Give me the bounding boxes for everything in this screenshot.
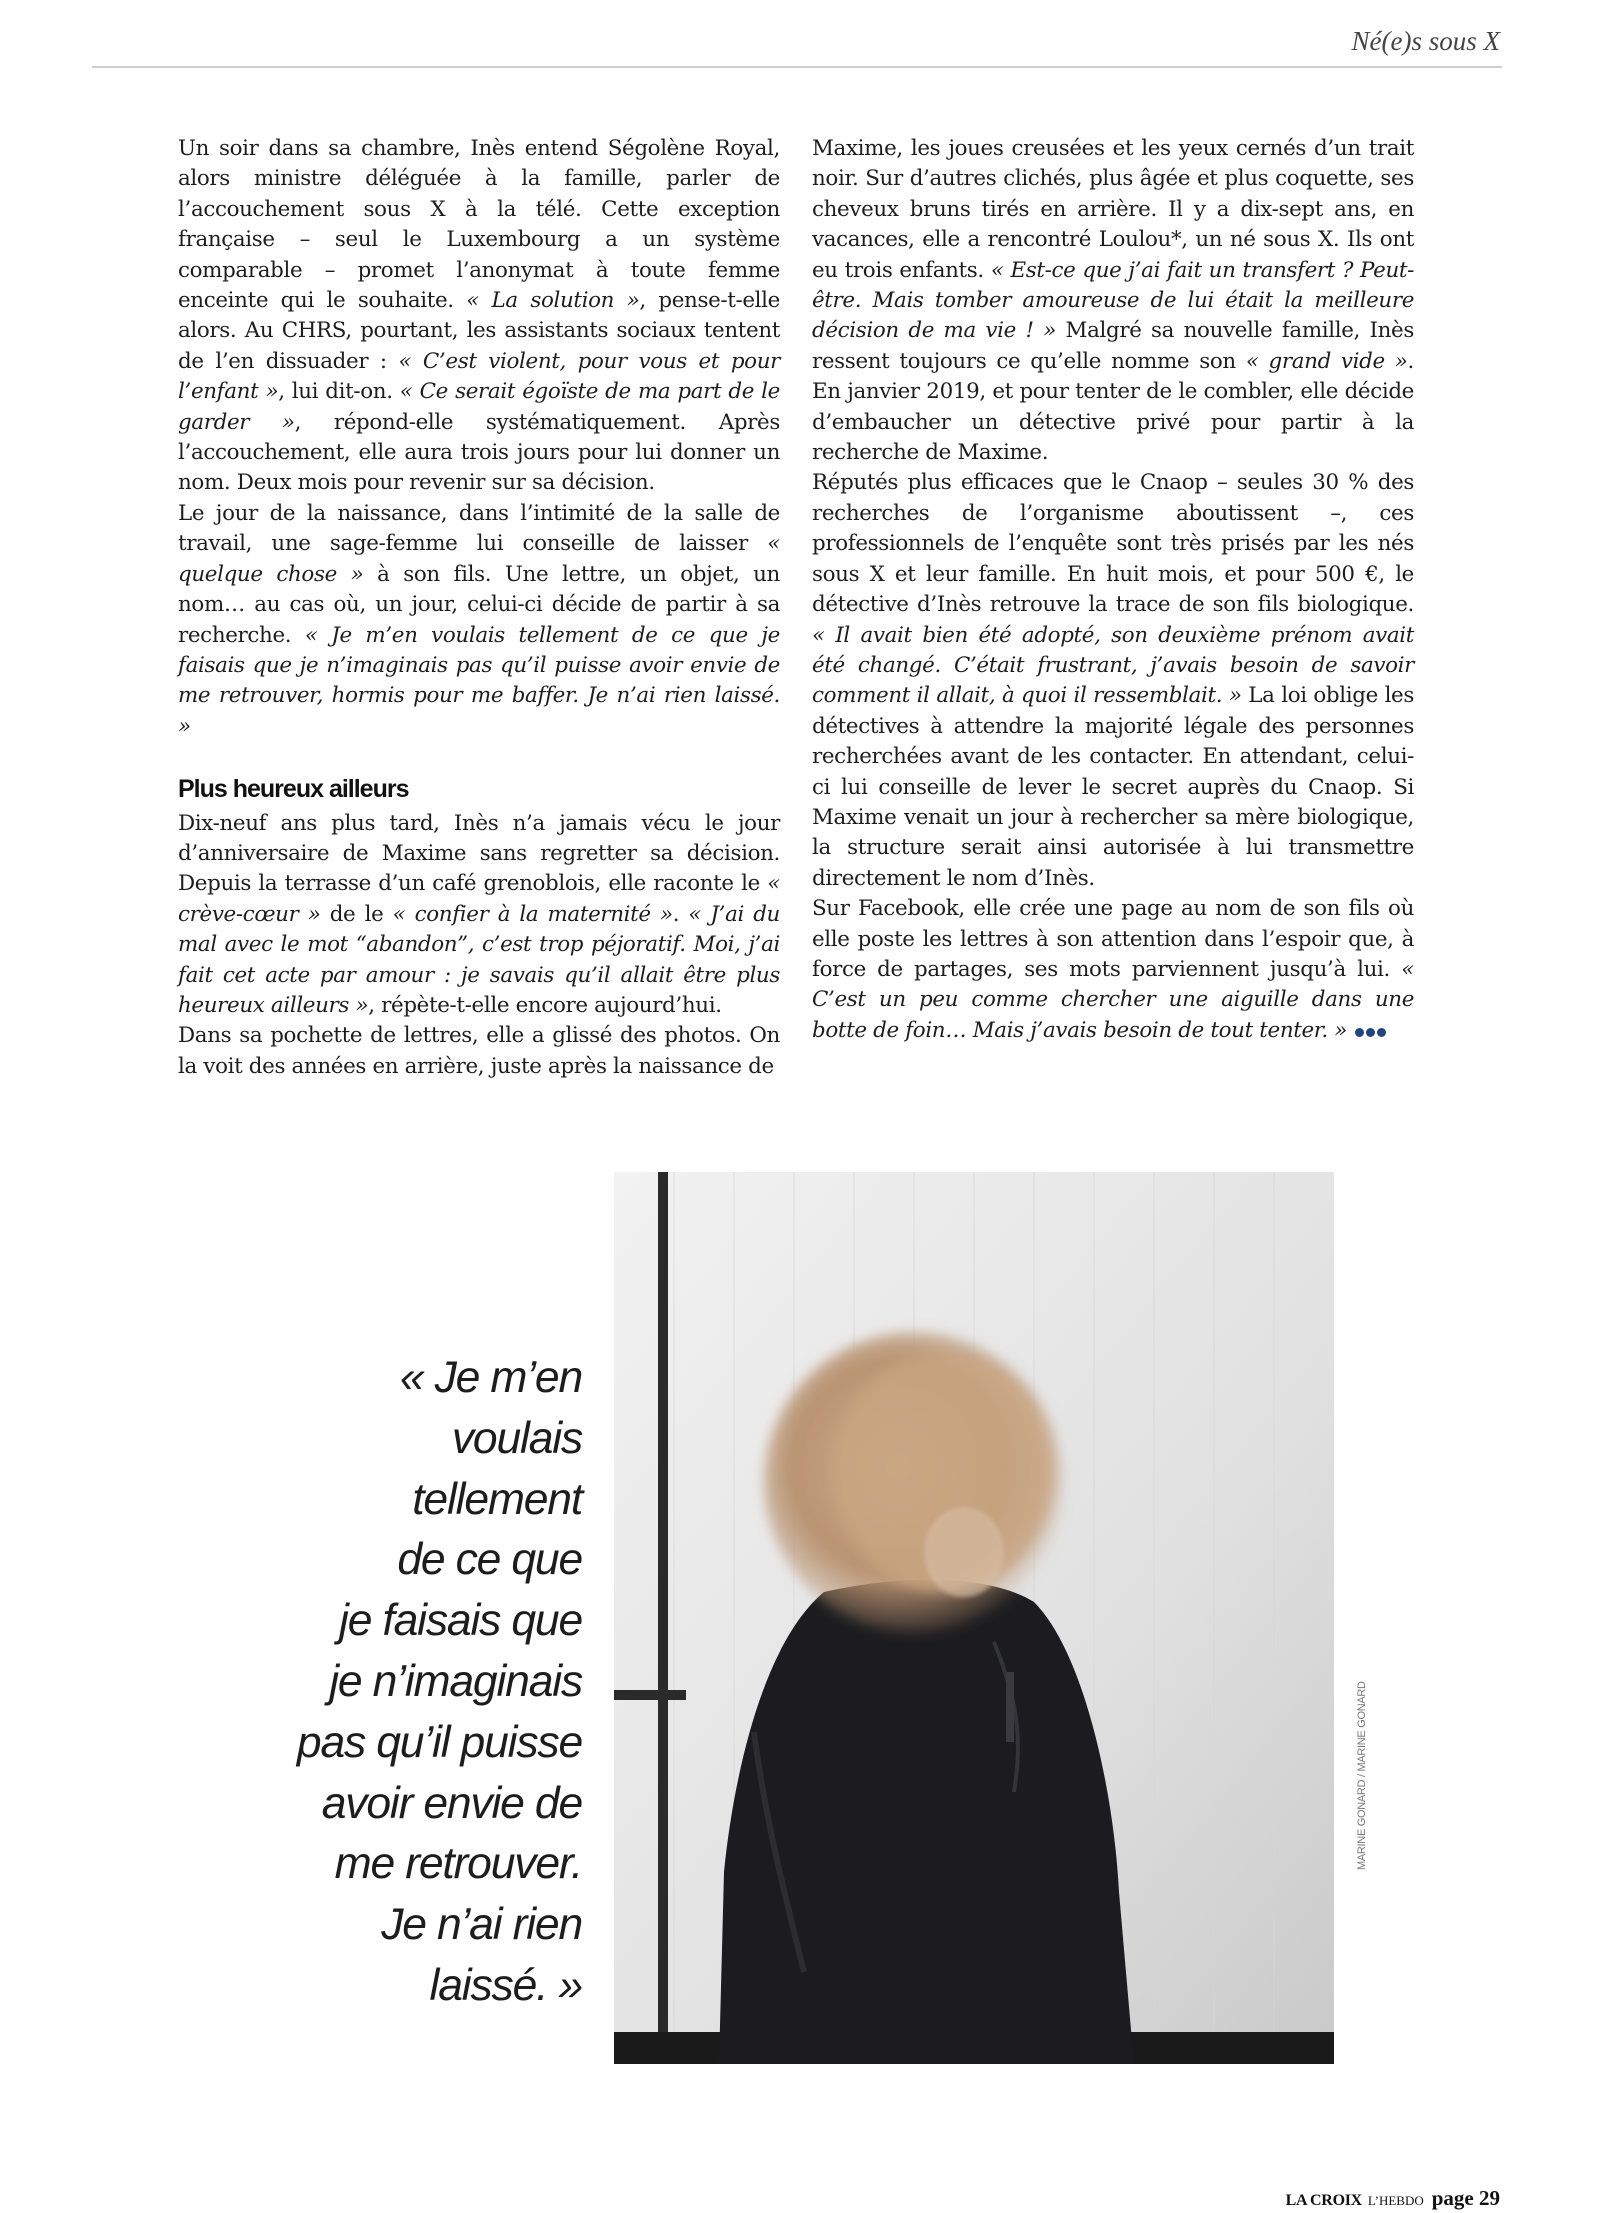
paragraph: Dix-neuf ans plus tard, Inès n’a jamais vécu le jour d’anniversaire de Maxime sans regretter sa décision. Depuis la terrasse d’un café grenoblois, elle raconte le « crève-cœur » de le « confier à la maternité ». « J’ai du mal avec le mot “abandon”, c’est trop péjoratif. Moi, j’ai fait cet acte par amour : je savais qu’il allait être plus heureux ailleurs », répète-t-elle encore aujourd’hui. <box>178 810 780 1018</box>
woman-in-black-coat-photo-icon <box>614 1172 1334 2064</box>
photo-credit: MARINE GONARD / MARINE GONARD <box>1356 1681 1368 1870</box>
paragraph: Un soir dans sa chambre, Inès entend Ségolène Royal, alors ministre déléguée à la famille, parler de l’accouchement sous X à la télé. Cette exception française – seul le Luxembourg a un système comparable – promet l’anonymat à toute femme enceinte qui le souhaite. « La solution », pense-t-elle alors. Au CHRS, pourtant, les assistants sociaux tentent de l’en dissuader : « C’est violent, pour vous et pour l’enfant », lui dit-on. « Ce serait égoïste de ma part de le garder », répond-elle systématiquement. Après l’accouchement, elle aura trois jours pour lui donner un nom. Deux mois pour revenir sur sa décision. <box>178 136 780 496</box>
article-column-right <box>812 134 1414 1046</box>
header-rule <box>92 66 1502 68</box>
page-number: page 29 <box>1431 2186 1500 2210</box>
end-of-article-dots-icon <box>1355 1016 1388 1046</box>
article-photo <box>614 1172 1334 2064</box>
section-rubric: Né(e)s sous X <box>1351 26 1500 56</box>
pull-quote: « Je m’en voulais tellement de ce que je faisais que je n’imaginais pas qu’il puisse avoir envie de me retrouver. Je n’ai rien laissé. » <box>296 1353 582 2010</box>
paragraph: Maxime, les joues creusées et les yeux cernés d’un trait noir. Sur d’autres clichés, plus âgée et plus coquette, ses cheveux bruns tirés en arrière. Il y a dix-sept ans, en vacances, elle a rencontré Loulou*, un né sous X. Ils ont eu trois enfants. « Est-ce que j’ai fait un transfert ? Peut-être. Mais tomber amoureuse de lui était la meilleure décision de ma vie ! » Malgré sa nouvelle famille, Inès ressent toujours ce qu’elle nomme son « grand vide ». En janvier 2019, et pour tenter de le combler, elle décide d’embaucher un détective privé pour partir à la recherche de Maxime. <box>812 136 1414 466</box>
paragraph: Sur Facebook, elle crée une page au nom de son fils où elle poste les lettres à son attention dans l’espoir que, à force de partages, ses mots parviennent jusqu’à lui. « C’est un peu comme chercher une aiguille dans une botte de foin… Mais j’avais besoin de tout tenter. » <box>812 894 1414 1046</box>
publication-logo: LA CROIX <box>1285 2192 1362 2209</box>
section-subheading: Plus heureux ailleurs <box>178 775 409 804</box>
paragraph: Le jour de la naissance, dans l’intimité de la salle de travail, une sage-femme lui conseille de laisser « quelque chose » à son fils. Une lettre, un objet, un nom… au cas où, un jour, celui-ci décide de partir à sa recherche. « Je m’en voulais tellement de ce que je faisais que je n’imaginais pas qu’il puisse avoir envie de me retrouver, hormis pour me baffer. Je n’ai rien laissé. » <box>178 500 780 739</box>
paragraph: Réputés plus efficaces que le Cnaop – seules 30 % des recherches de l’organisme aboutissent –, ces professionnels de l’enquête sont très prisés par les nés sous X et leur famille. En huit mois, et pour 500 €, le détective d’Inès retrouve la trace de son fils biologique. « Il avait bien été adopté, son deuxième prénom avait été changé. C’était frustrant, j’avais besoin de savoir comment il allait, à quoi il ressemblait. » La loi oblige les détectives à attendre la majorité légale des personnes recherchées avant de les contacter. En attendant, celui-ci lui conseille de lever le secret auprès du Cnaop. Si Maxime venait un jour à rechercher sa mère biologique, la structure serait ainsi autorisée à lui transmettre directement le nom d’Inès. <box>812 470 1414 891</box>
page-footer <box>1286 2186 1500 2211</box>
publication-edition: L’HEBDO <box>1367 2193 1424 2208</box>
article-column-left <box>178 134 780 1082</box>
paragraph: Dans sa pochette de lettres, elle a glissé des photos. On la voit des années en arrière, juste après la naissance de <box>178 1023 780 1079</box>
